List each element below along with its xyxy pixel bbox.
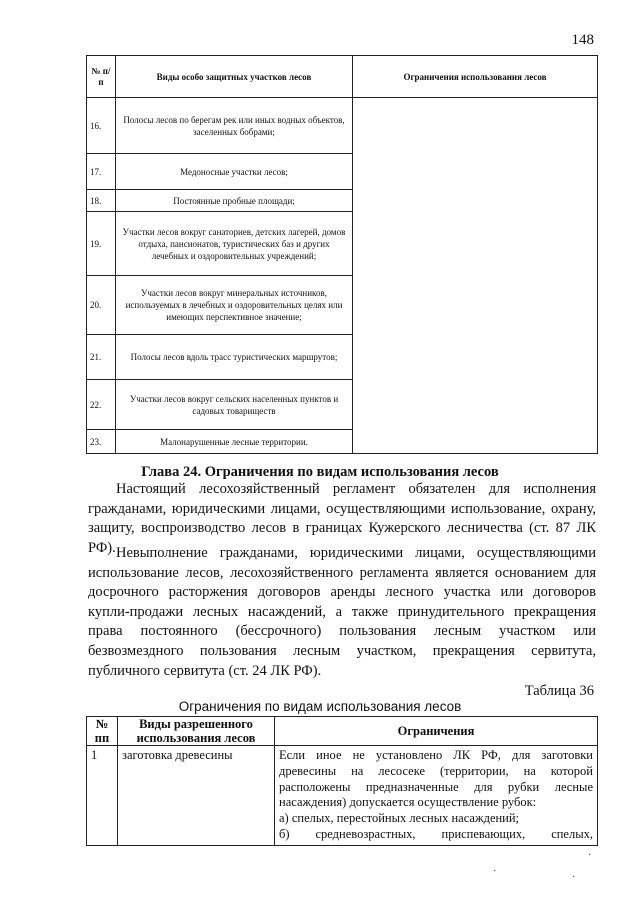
col-header-restrictions: Ограничения использования лесов — [353, 56, 598, 98]
protective-areas-table — [86, 55, 598, 454]
paragraph-2: Невыполнение гражданами, юридическими лицами, осуществляющими использование лесов, лесохозяйственного регламента является основанием для досрочного расторжения договоров аренды лесного участка или договоров купли-продажи лесных насаждений, а также принудительного прекращения права постоянного (бессрочного) пользования лесным участком или безвозмездного пользования лесным участком, прекращения сервитута, публичного сервитута (ст. 24 ЛК РФ). — [88, 545, 596, 679]
col-header-num: № пп — [87, 717, 118, 746]
row-text: Участки лесов вокруг сельских населенных пунктов и садовых товариществ — [116, 380, 353, 430]
paragraph-1: Настоящий лесохозяйственный регламент обязателен для исполнения гражданами, юридическими лицами, осуществляющими использование, охрану, защиту, воспроизводство лесов в границах Кужерского лесничества (ст. 87 ЛК РФ). — [88, 481, 596, 556]
col-header-type: Виды разрешенного использования лесов — [118, 717, 275, 746]
chapter-title: Глава 24. Ограничения по видам использования лесов — [141, 464, 499, 480]
row-type: заготовка древесины — [118, 746, 275, 846]
page-number: 148 — [571, 32, 594, 48]
col-header-num: № п/п — [87, 56, 116, 98]
row-text: Полосы лесов вдоль трасс туристических маршрутов; — [116, 335, 353, 380]
row-num: 21. — [87, 335, 116, 380]
row-num: 16. — [87, 98, 116, 154]
row-num: 17. — [87, 154, 116, 190]
row-text: Медоносные участки лесов; — [116, 154, 353, 190]
row-text: Малонарушенные лесные территории. — [116, 430, 353, 454]
scan-speck: · — [588, 850, 592, 861]
restriction-line: Если иное не установлено ЛК РФ, для заготовки древесины на лесосеке (территории, на которой расположены предназначенные для рубки лесные насаждения) допускается осуществление рубок: — [279, 748, 593, 810]
row-text: Участки лесов вокруг санаториев, детских лагерей, домов отдыха, пансионатов, туристических баз и других лечебных и оздоровительных учреждений; — [116, 212, 353, 276]
row-restrictions — [275, 746, 598, 846]
row-num: 19. — [87, 212, 116, 276]
row-num: 20. — [87, 276, 116, 335]
scan-speck: · — [493, 866, 497, 877]
row-num: 23. — [87, 430, 116, 454]
row-text: Участки лесов вокруг минеральных источников, используемых в лечебных и оздоровительных целях или имеющих перспективное значение; — [116, 276, 353, 335]
restrictions-cell — [353, 98, 598, 454]
restriction-line: а) спелых, перестойных лесных насаждений; — [279, 811, 520, 826]
table-label: Таблица 36 — [524, 683, 594, 699]
col-header-restrictions: Ограничения — [275, 717, 598, 746]
usage-restrictions-table — [86, 716, 598, 846]
row-num: 22. — [87, 380, 116, 430]
row-text: Полосы лесов по берегам рек или иных водных объектов, заселенных бобрами; — [116, 98, 353, 154]
table-caption: Ограничения по видам использования лесов — [178, 699, 462, 714]
row-text: Постоянные пробные площади; — [116, 190, 353, 212]
row-num: 1 — [87, 746, 118, 846]
restriction-line: б) средневозрастных, приспевающих, спелых, — [279, 826, 593, 841]
col-header-type: Виды особо защитных участков лесов — [116, 56, 353, 98]
scan-speck: · — [572, 872, 576, 883]
row-num: 18. — [87, 190, 116, 212]
